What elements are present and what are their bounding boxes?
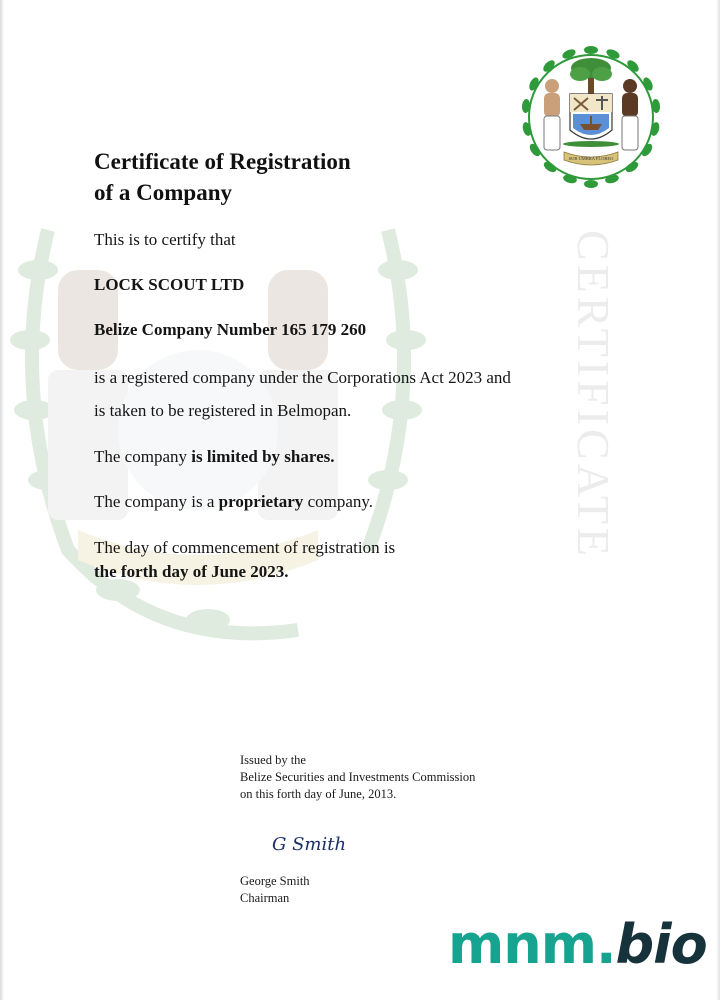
liability-type: is limited by shares. <box>191 447 335 466</box>
issuer-line-1: Issued by the <box>240 753 306 767</box>
signer-title: Chairman <box>240 891 290 905</box>
page-edge-left <box>0 0 4 1000</box>
company-type-prefix: The company is a <box>94 492 219 511</box>
brand-watermark-dot: . <box>595 913 616 976</box>
page-edge-right <box>716 0 720 1000</box>
intro-text: This is to certify that <box>94 230 236 249</box>
belize-coat-of-arms-icon <box>518 44 664 190</box>
signature-icon <box>268 822 378 862</box>
certificate-watermark-text: CERTIFICATE <box>568 229 619 561</box>
company-type-suffix: company. <box>303 492 374 511</box>
brand-watermark <box>448 912 707 978</box>
liability-statement <box>94 446 335 468</box>
signer-name: George Smith <box>240 874 310 888</box>
company-type: proprietary <box>218 492 304 511</box>
signature-text: G Smith <box>272 834 347 855</box>
brand-watermark-tld: bio <box>615 913 707 976</box>
commencement-date: the forth day of June 2023. <box>94 562 289 581</box>
title-line-1: Certificate of Registration <box>94 149 351 174</box>
issuer-line-2: Belize Securities and Investments Commission <box>240 770 476 784</box>
brand-watermark-main: mnm <box>448 913 596 976</box>
page-title <box>94 146 514 208</box>
commencement-line-1: The day of commencement of registration is <box>94 538 396 557</box>
company-number: Belize Company Number 165 179 260 <box>94 320 367 339</box>
registration-statement-line-1: is a registered company under the Corporations Act 2023 and <box>94 368 511 387</box>
company-name: LOCK SCOUT LTD <box>94 275 245 294</box>
company-type-statement <box>94 491 373 513</box>
issuer-block <box>240 752 475 803</box>
emblem-motto: SUB UMBRA FLOREO <box>568 156 614 161</box>
registration-statement-line-2: is taken to be registered in Belmopan. <box>94 401 352 420</box>
liability-prefix: The company <box>94 447 192 466</box>
signer-block <box>240 873 310 907</box>
issuer-line-3: on this forth day of June, 2013. <box>240 787 397 801</box>
title-line-2: of a Company <box>94 180 233 205</box>
